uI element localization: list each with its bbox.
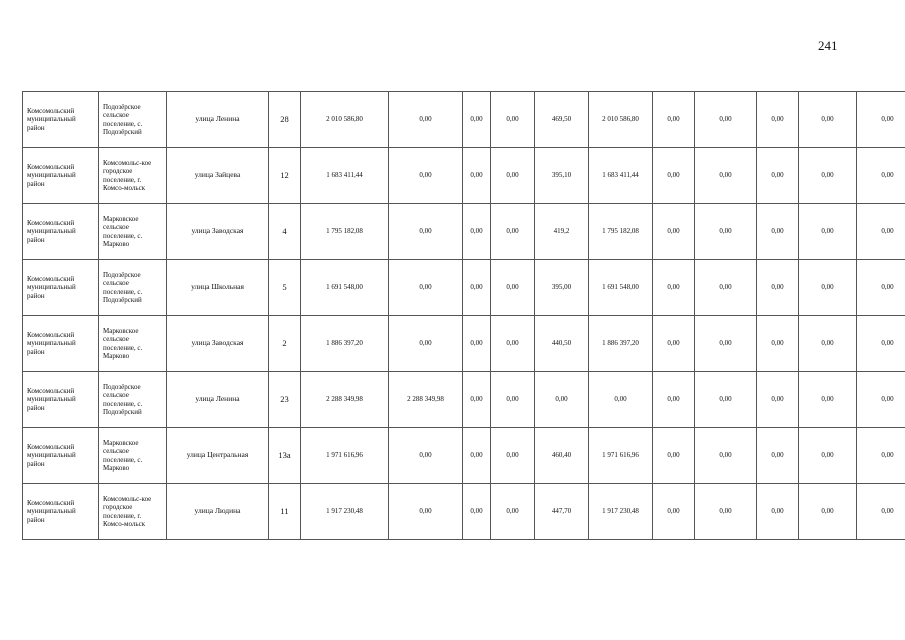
cell-amount-7: 0,00 <box>757 372 799 428</box>
cell-street: улица Заводская <box>167 204 269 260</box>
cell-amount-9: 0,00 <box>857 428 905 484</box>
cell-district: Комсомольский муниципальный район <box>23 260 99 316</box>
table-row <box>23 484 905 540</box>
cell-amount-7: 0,00 <box>757 316 799 372</box>
cell-street: улица Ленина <box>167 92 269 148</box>
cell-settlement: Подозёрское сельское поселение, с. Подозёрский <box>99 260 167 316</box>
cell-amount-8: 0,00 <box>799 92 857 148</box>
cell-amount-6: 0,00 <box>695 204 757 260</box>
cell-area: 447,70 <box>535 484 589 540</box>
cell-settlement: Марковское сельское поселение, с. Марково <box>99 316 167 372</box>
cell-amount-2: 0,00 <box>463 484 491 540</box>
cell-amount-5: 0,00 <box>653 484 695 540</box>
cell-area: 419,2 <box>535 204 589 260</box>
cell-amount-2: 0,00 <box>463 316 491 372</box>
cell-amount-6: 0,00 <box>695 316 757 372</box>
cell-amount-1: 2 288 349,98 <box>389 372 463 428</box>
table-row <box>23 428 905 484</box>
cell-amount-4: 1 917 230,48 <box>589 484 653 540</box>
cell-house-number: 11 <box>269 484 301 540</box>
cell-amount-7: 0,00 <box>757 204 799 260</box>
cell-amount-3: 0,00 <box>491 204 535 260</box>
cell-amount-9: 0,00 <box>857 92 905 148</box>
cell-amount-4: 1 683 411,44 <box>589 148 653 204</box>
cell-amount-9: 0,00 <box>857 484 905 540</box>
cell-street: улица Людина <box>167 484 269 540</box>
cell-amount-1: 0,00 <box>389 316 463 372</box>
cell-total-cost: 1 683 411,44 <box>301 148 389 204</box>
cell-amount-6: 0,00 <box>695 484 757 540</box>
cell-total-cost: 2 288 349,98 <box>301 372 389 428</box>
cell-house-number: 28 <box>269 92 301 148</box>
cell-amount-3: 0,00 <box>491 316 535 372</box>
cell-amount-5: 0,00 <box>653 428 695 484</box>
cell-amount-3: 0,00 <box>491 92 535 148</box>
cell-amount-1: 0,00 <box>389 148 463 204</box>
cell-amount-8: 0,00 <box>799 316 857 372</box>
cell-amount-8: 0,00 <box>799 260 857 316</box>
cell-street: улица Ленина <box>167 372 269 428</box>
cell-amount-7: 0,00 <box>757 260 799 316</box>
cell-amount-8: 0,00 <box>799 428 857 484</box>
cell-district: Комсомольский муниципальный район <box>23 316 99 372</box>
cell-amount-5: 0,00 <box>653 260 695 316</box>
cell-district: Комсомольский муниципальный район <box>23 204 99 260</box>
cell-amount-8: 0,00 <box>799 484 857 540</box>
cell-total-cost: 1 886 397,20 <box>301 316 389 372</box>
cell-amount-5: 0,00 <box>653 148 695 204</box>
cell-settlement: Марковское сельское поселение, с. Марково <box>99 204 167 260</box>
cell-amount-1: 0,00 <box>389 484 463 540</box>
table-row <box>23 148 905 204</box>
cell-settlement: Комсомольс-кое городское поселение, г. Комсо-мольск <box>99 484 167 540</box>
cell-amount-9: 0,00 <box>857 372 905 428</box>
cell-settlement: Комсомольс-кое городское поселение, г. Комсо-мольск <box>99 148 167 204</box>
cell-amount-9: 0,00 <box>857 204 905 260</box>
cell-area: 0,00 <box>535 372 589 428</box>
cell-street: улица Заводская <box>167 316 269 372</box>
cell-area: 395,00 <box>535 260 589 316</box>
cell-amount-6: 0,00 <box>695 92 757 148</box>
cell-house-number: 4 <box>269 204 301 260</box>
cell-house-number: 12 <box>269 148 301 204</box>
cell-amount-2: 0,00 <box>463 428 491 484</box>
cell-settlement: Подозёрское сельское поселение, с. Подозёрский <box>99 92 167 148</box>
cell-amount-6: 0,00 <box>695 428 757 484</box>
cell-total-cost: 2 010 586,80 <box>301 92 389 148</box>
cell-settlement: Подозёрское сельское поселение, с. Подозёрский <box>99 372 167 428</box>
cell-amount-3: 0,00 <box>491 484 535 540</box>
page-number: 241 <box>818 38 838 53</box>
cell-area: 460,40 <box>535 428 589 484</box>
cell-amount-6: 0,00 <box>695 372 757 428</box>
cell-amount-5: 0,00 <box>653 372 695 428</box>
table-row <box>23 316 905 372</box>
cell-amount-8: 0,00 <box>799 204 857 260</box>
cell-amount-2: 0,00 <box>463 372 491 428</box>
cell-area: 469,50 <box>535 92 589 148</box>
cell-amount-5: 0,00 <box>653 316 695 372</box>
cell-amount-3: 0,00 <box>491 148 535 204</box>
cell-amount-3: 0,00 <box>491 428 535 484</box>
data-table <box>22 91 905 540</box>
cell-total-cost: 1 691 548,00 <box>301 260 389 316</box>
cell-amount-2: 0,00 <box>463 92 491 148</box>
table-row <box>23 260 905 316</box>
cell-district: Комсомольский муниципальный район <box>23 92 99 148</box>
cell-house-number: 13а <box>269 428 301 484</box>
cell-district: Комсомольский муниципальный район <box>23 372 99 428</box>
cell-street: улица Зайцева <box>167 148 269 204</box>
cell-amount-7: 0,00 <box>757 92 799 148</box>
cell-amount-5: 0,00 <box>653 204 695 260</box>
cell-settlement: Марковское сельское поселение, с. Марково <box>99 428 167 484</box>
cell-amount-4: 0,00 <box>589 372 653 428</box>
cell-district: Комсомольский муниципальный район <box>23 484 99 540</box>
cell-total-cost: 1 971 616,96 <box>301 428 389 484</box>
cell-house-number: 2 <box>269 316 301 372</box>
cell-amount-1: 0,00 <box>389 428 463 484</box>
cell-amount-4: 1 886 397,20 <box>589 316 653 372</box>
cell-house-number: 23 <box>269 372 301 428</box>
cell-street: улица Центральная <box>167 428 269 484</box>
cell-amount-4: 1 795 182,08 <box>589 204 653 260</box>
cell-area: 440,50 <box>535 316 589 372</box>
cell-amount-5: 0,00 <box>653 92 695 148</box>
cell-amount-7: 0,00 <box>757 148 799 204</box>
table-row <box>23 372 905 428</box>
cell-amount-6: 0,00 <box>695 148 757 204</box>
cell-amount-4: 1 971 616,96 <box>589 428 653 484</box>
cell-amount-3: 0,00 <box>491 372 535 428</box>
cell-amount-2: 0,00 <box>463 260 491 316</box>
cell-amount-4: 1 691 548,00 <box>589 260 653 316</box>
cell-area: 395,10 <box>535 148 589 204</box>
cell-amount-1: 0,00 <box>389 204 463 260</box>
cell-total-cost: 1 917 230,48 <box>301 484 389 540</box>
cell-amount-8: 0,00 <box>799 148 857 204</box>
cell-amount-7: 0,00 <box>757 484 799 540</box>
cell-street: улица Школьная <box>167 260 269 316</box>
cell-district: Комсомольский муниципальный район <box>23 428 99 484</box>
cell-amount-3: 0,00 <box>491 260 535 316</box>
cell-amount-2: 0,00 <box>463 204 491 260</box>
cell-amount-4: 2 010 586,80 <box>589 92 653 148</box>
cell-amount-2: 0,00 <box>463 148 491 204</box>
cell-amount-1: 0,00 <box>389 260 463 316</box>
cell-amount-9: 0,00 <box>857 316 905 372</box>
table-row <box>23 92 905 148</box>
cell-amount-6: 0,00 <box>695 260 757 316</box>
cell-amount-8: 0,00 <box>799 372 857 428</box>
cell-total-cost: 1 795 182,08 <box>301 204 389 260</box>
table-row <box>23 204 905 260</box>
cell-district: Комсомольский муниципальный район <box>23 148 99 204</box>
cell-amount-1: 0,00 <box>389 92 463 148</box>
cell-amount-9: 0,00 <box>857 260 905 316</box>
cell-amount-9: 0,00 <box>857 148 905 204</box>
cell-amount-7: 0,00 <box>757 428 799 484</box>
cell-house-number: 5 <box>269 260 301 316</box>
